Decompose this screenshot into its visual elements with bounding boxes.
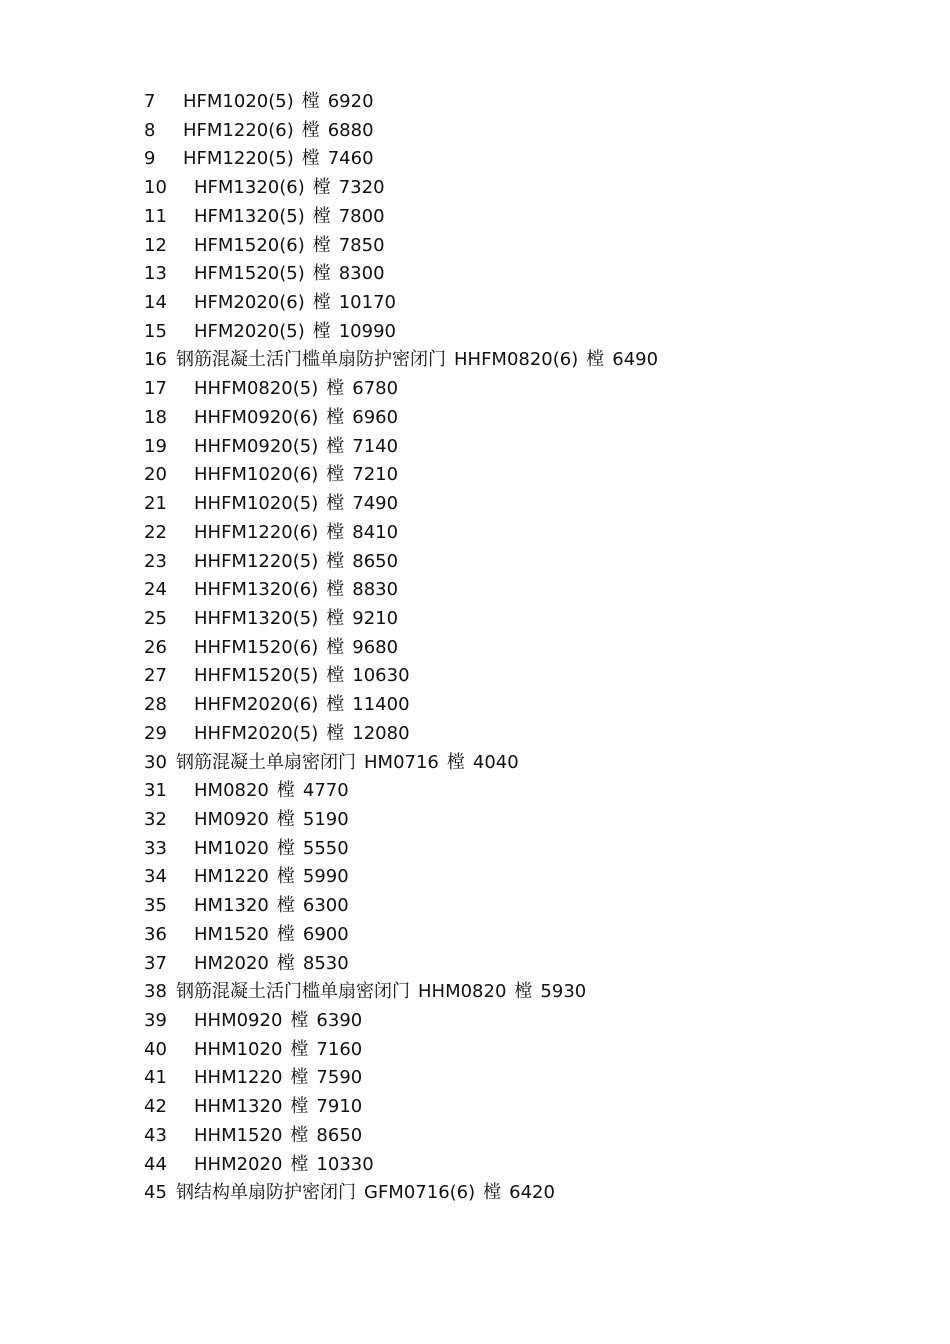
- list-item: [144, 863, 658, 892]
- item-number: 19: [144, 435, 167, 457]
- item-model: HHM0820: [418, 981, 507, 1003]
- item-price: 6490: [612, 349, 659, 371]
- item-price: 5550: [302, 837, 349, 859]
- item-unit: 樘: [290, 1067, 309, 1089]
- item-number: 26: [144, 636, 167, 658]
- item-price: 8830: [352, 579, 399, 601]
- item-number: 43: [144, 1124, 167, 1146]
- list-item: [144, 203, 658, 232]
- item-price: 4770: [302, 780, 349, 802]
- item-price: 8650: [352, 550, 399, 572]
- list-item: [144, 720, 658, 749]
- item-model: HFM1320(5): [194, 205, 305, 227]
- item-price: 7800: [338, 205, 385, 227]
- item-model: HHFM1220(5): [194, 550, 319, 572]
- item-number: 9: [144, 148, 156, 170]
- item-description: 钢筋混凝土活门槛单扇防护密闭门: [176, 349, 446, 371]
- item-unit: 樘: [586, 349, 605, 371]
- item-description: 钢筋混凝土单扇密闭门: [176, 751, 356, 773]
- item-number: 16: [144, 349, 167, 371]
- item-number: 29: [144, 722, 167, 744]
- item-model: HHFM0920(5): [194, 435, 319, 457]
- item-unit: 樘: [326, 521, 345, 543]
- list-item: [144, 145, 658, 174]
- list-item: [144, 260, 658, 289]
- list-item: [144, 1064, 658, 1093]
- item-price: 6780: [352, 378, 399, 400]
- item-unit: 樘: [301, 91, 320, 112]
- item-unit: 樘: [326, 406, 345, 428]
- item-unit: 樘: [290, 1096, 309, 1118]
- item-number: 15: [144, 320, 167, 342]
- item-price: 10170: [338, 292, 396, 314]
- item-unit: 樘: [514, 981, 533, 1003]
- item-number: 24: [144, 579, 167, 601]
- list-item: [144, 433, 658, 462]
- item-number: 23: [144, 550, 167, 572]
- item-price: 7460: [327, 148, 374, 170]
- item-model: HM1320: [194, 895, 269, 917]
- list-item: [144, 174, 658, 203]
- item-price: 6880: [327, 119, 374, 141]
- list-item: [144, 662, 658, 691]
- item-number: 11: [144, 205, 167, 227]
- item-description: 钢结构单扇防护密闭门: [176, 1182, 356, 1204]
- item-model: HHM1020: [194, 1038, 283, 1060]
- item-unit: 樘: [446, 751, 465, 773]
- item-price: 5930: [540, 981, 587, 1003]
- item-number: 21: [144, 493, 167, 515]
- item-unit: 樘: [290, 1124, 309, 1146]
- item-number: 33: [144, 837, 167, 859]
- item-unit: 樘: [326, 636, 345, 658]
- item-unit: 樘: [276, 952, 295, 974]
- list-item: [144, 548, 658, 577]
- list-item: [144, 375, 658, 404]
- item-unit: 樘: [290, 1153, 309, 1175]
- item-unit: 樘: [483, 1182, 502, 1204]
- item-price: 4040: [472, 751, 519, 773]
- item-model: HM0920: [194, 808, 269, 830]
- item-model: HM2020: [194, 952, 269, 974]
- item-number: 13: [144, 263, 167, 285]
- list-item: [144, 289, 658, 318]
- list-item: [144, 117, 658, 146]
- item-model: HFM1220(5): [183, 148, 294, 170]
- list-item: [144, 1122, 658, 1151]
- item-model: HHFM1520(5): [194, 665, 319, 687]
- item-unit: 樘: [276, 866, 295, 888]
- item-unit: 樘: [326, 550, 345, 572]
- item-model: HHFM1520(6): [194, 636, 319, 658]
- item-unit: 樘: [276, 837, 295, 859]
- item-price: 7850: [338, 234, 385, 256]
- item-price: 11400: [352, 694, 410, 716]
- item-unit: 樘: [326, 694, 345, 716]
- item-number: 20: [144, 464, 167, 486]
- item-price: 8410: [352, 521, 399, 543]
- list-item: [144, 519, 658, 548]
- list-item: [144, 806, 658, 835]
- list-item: [144, 1151, 658, 1180]
- list-item: [144, 835, 658, 864]
- item-number: 8: [144, 119, 156, 141]
- item-unit: 樘: [326, 464, 345, 486]
- item-number: 38: [144, 981, 167, 1003]
- item-number: 42: [144, 1096, 167, 1118]
- list-item: [144, 576, 658, 605]
- item-unit: 樘: [301, 119, 320, 141]
- item-unit: 樘: [326, 493, 345, 515]
- item-price: 5190: [302, 808, 349, 830]
- item-price: 9210: [352, 607, 399, 629]
- item-model: HFM1220(6): [183, 119, 294, 141]
- item-number: 37: [144, 952, 167, 974]
- item-unit: 樘: [326, 665, 345, 687]
- list-item: [144, 404, 658, 433]
- item-price: 6960: [352, 406, 399, 428]
- item-number: 14: [144, 292, 167, 314]
- item-model: HFM1320(6): [194, 177, 305, 199]
- item-model: HM1220: [194, 866, 269, 888]
- item-price: 8530: [302, 952, 349, 974]
- item-model: HFM1020(5): [183, 91, 294, 112]
- item-price: 10630: [352, 665, 410, 687]
- item-model: GFM0716(6): [364, 1182, 476, 1204]
- item-model: HHFM1320(6): [194, 579, 319, 601]
- item-model: HHFM0820(6): [454, 349, 579, 371]
- list-item: [144, 605, 658, 634]
- list-item: [144, 777, 658, 806]
- item-price: 7210: [352, 464, 399, 486]
- item-model: HHM1220: [194, 1067, 283, 1089]
- list-item: [144, 1093, 658, 1122]
- item-description: 钢筋混凝土活门槛单扇密闭门: [176, 981, 410, 1003]
- item-model: HHFM1020(5): [194, 493, 319, 515]
- item-number: 12: [144, 234, 167, 256]
- item-number: 10: [144, 177, 167, 199]
- item-number: 39: [144, 1010, 167, 1031]
- list-item: [144, 1179, 658, 1208]
- item-number: 30: [144, 751, 167, 773]
- item-model: HHM0920: [194, 1010, 283, 1031]
- item-price: 10990: [338, 320, 396, 342]
- item-number: 35: [144, 895, 167, 917]
- item-unit: 樘: [312, 234, 331, 256]
- list-item: [144, 634, 658, 663]
- item-price: 7160: [316, 1038, 363, 1060]
- item-price: 7320: [338, 177, 385, 199]
- item-number: 7: [144, 91, 156, 112]
- item-price: 6300: [302, 895, 349, 917]
- item-number: 44: [144, 1153, 167, 1175]
- item-unit: 樘: [276, 780, 295, 802]
- item-unit: 樘: [326, 435, 345, 457]
- item-price: 7590: [316, 1067, 363, 1089]
- item-number: 45: [144, 1182, 167, 1204]
- item-unit: 樘: [312, 205, 331, 227]
- item-price: 5990: [302, 866, 349, 888]
- item-price: 8300: [338, 263, 385, 285]
- item-model: HHFM1320(5): [194, 607, 319, 629]
- item-price: 7490: [352, 493, 399, 515]
- item-model: HM1020: [194, 837, 269, 859]
- item-model: HHM2020: [194, 1153, 283, 1175]
- item-model: HHFM1020(6): [194, 464, 319, 486]
- item-price: 6900: [302, 923, 349, 945]
- list-item: [144, 978, 658, 1007]
- price-list: [144, 88, 658, 1208]
- item-number: 31: [144, 780, 167, 802]
- item-model: HM1520: [194, 923, 269, 945]
- item-model: HM0820: [194, 780, 269, 802]
- item-number: 34: [144, 866, 167, 888]
- item-unit: 樘: [301, 148, 320, 170]
- item-number: 17: [144, 378, 167, 400]
- item-price: 9680: [352, 636, 399, 658]
- item-price: 7140: [352, 435, 399, 457]
- item-number: 36: [144, 923, 167, 945]
- item-model: HFM2020(5): [194, 320, 305, 342]
- item-unit: 樘: [276, 895, 295, 917]
- item-unit: 樘: [312, 177, 331, 199]
- item-unit: 樘: [312, 263, 331, 285]
- item-price: 6390: [316, 1010, 363, 1031]
- item-unit: 樘: [290, 1010, 309, 1031]
- item-model: HFM1520(5): [194, 263, 305, 285]
- list-item: [144, 1007, 658, 1036]
- item-price: 12080: [352, 722, 410, 744]
- item-number: 40: [144, 1038, 167, 1060]
- item-price: 7910: [316, 1096, 363, 1118]
- list-item: [144, 892, 658, 921]
- list-item: [144, 88, 658, 117]
- item-number: 41: [144, 1067, 167, 1089]
- list-item: [144, 346, 658, 375]
- list-item: [144, 490, 658, 519]
- item-unit: 樘: [326, 579, 345, 601]
- list-item: [144, 1036, 658, 1065]
- item-number: 25: [144, 607, 167, 629]
- item-number: 27: [144, 665, 167, 687]
- list-item: [144, 950, 658, 979]
- item-model: HHFM0920(6): [194, 406, 319, 428]
- item-number: 28: [144, 694, 167, 716]
- list-item: [144, 921, 658, 950]
- list-item: [144, 749, 658, 778]
- item-price: 8650: [316, 1124, 363, 1146]
- item-model: HHM1520: [194, 1124, 283, 1146]
- item-model: HHFM1220(6): [194, 521, 319, 543]
- item-price: 6420: [509, 1182, 555, 1204]
- list-item: [144, 461, 658, 490]
- item-price: 6920: [327, 91, 374, 112]
- item-model: HM0716: [364, 751, 439, 773]
- list-item: [144, 232, 658, 261]
- list-item: [144, 318, 658, 347]
- item-unit: 樘: [326, 722, 345, 744]
- item-unit: 樘: [312, 292, 331, 314]
- item-model: HHM1320: [194, 1096, 283, 1118]
- item-unit: 樘: [290, 1038, 309, 1060]
- item-unit: 樘: [326, 607, 345, 629]
- list-item: [144, 691, 658, 720]
- item-model: HHFM2020(5): [194, 722, 319, 744]
- item-unit: 樘: [312, 320, 331, 342]
- item-model: HHFM0820(5): [194, 378, 319, 400]
- item-number: 32: [144, 808, 167, 830]
- item-model: HHFM2020(6): [194, 694, 319, 716]
- item-number: 22: [144, 521, 167, 543]
- item-unit: 樘: [276, 923, 295, 945]
- item-price: 10330: [316, 1153, 374, 1175]
- item-number: 18: [144, 406, 167, 428]
- item-unit: 樘: [326, 378, 345, 400]
- item-unit: 樘: [276, 808, 295, 830]
- item-model: HFM2020(6): [194, 292, 305, 314]
- item-model: HFM1520(6): [194, 234, 305, 256]
